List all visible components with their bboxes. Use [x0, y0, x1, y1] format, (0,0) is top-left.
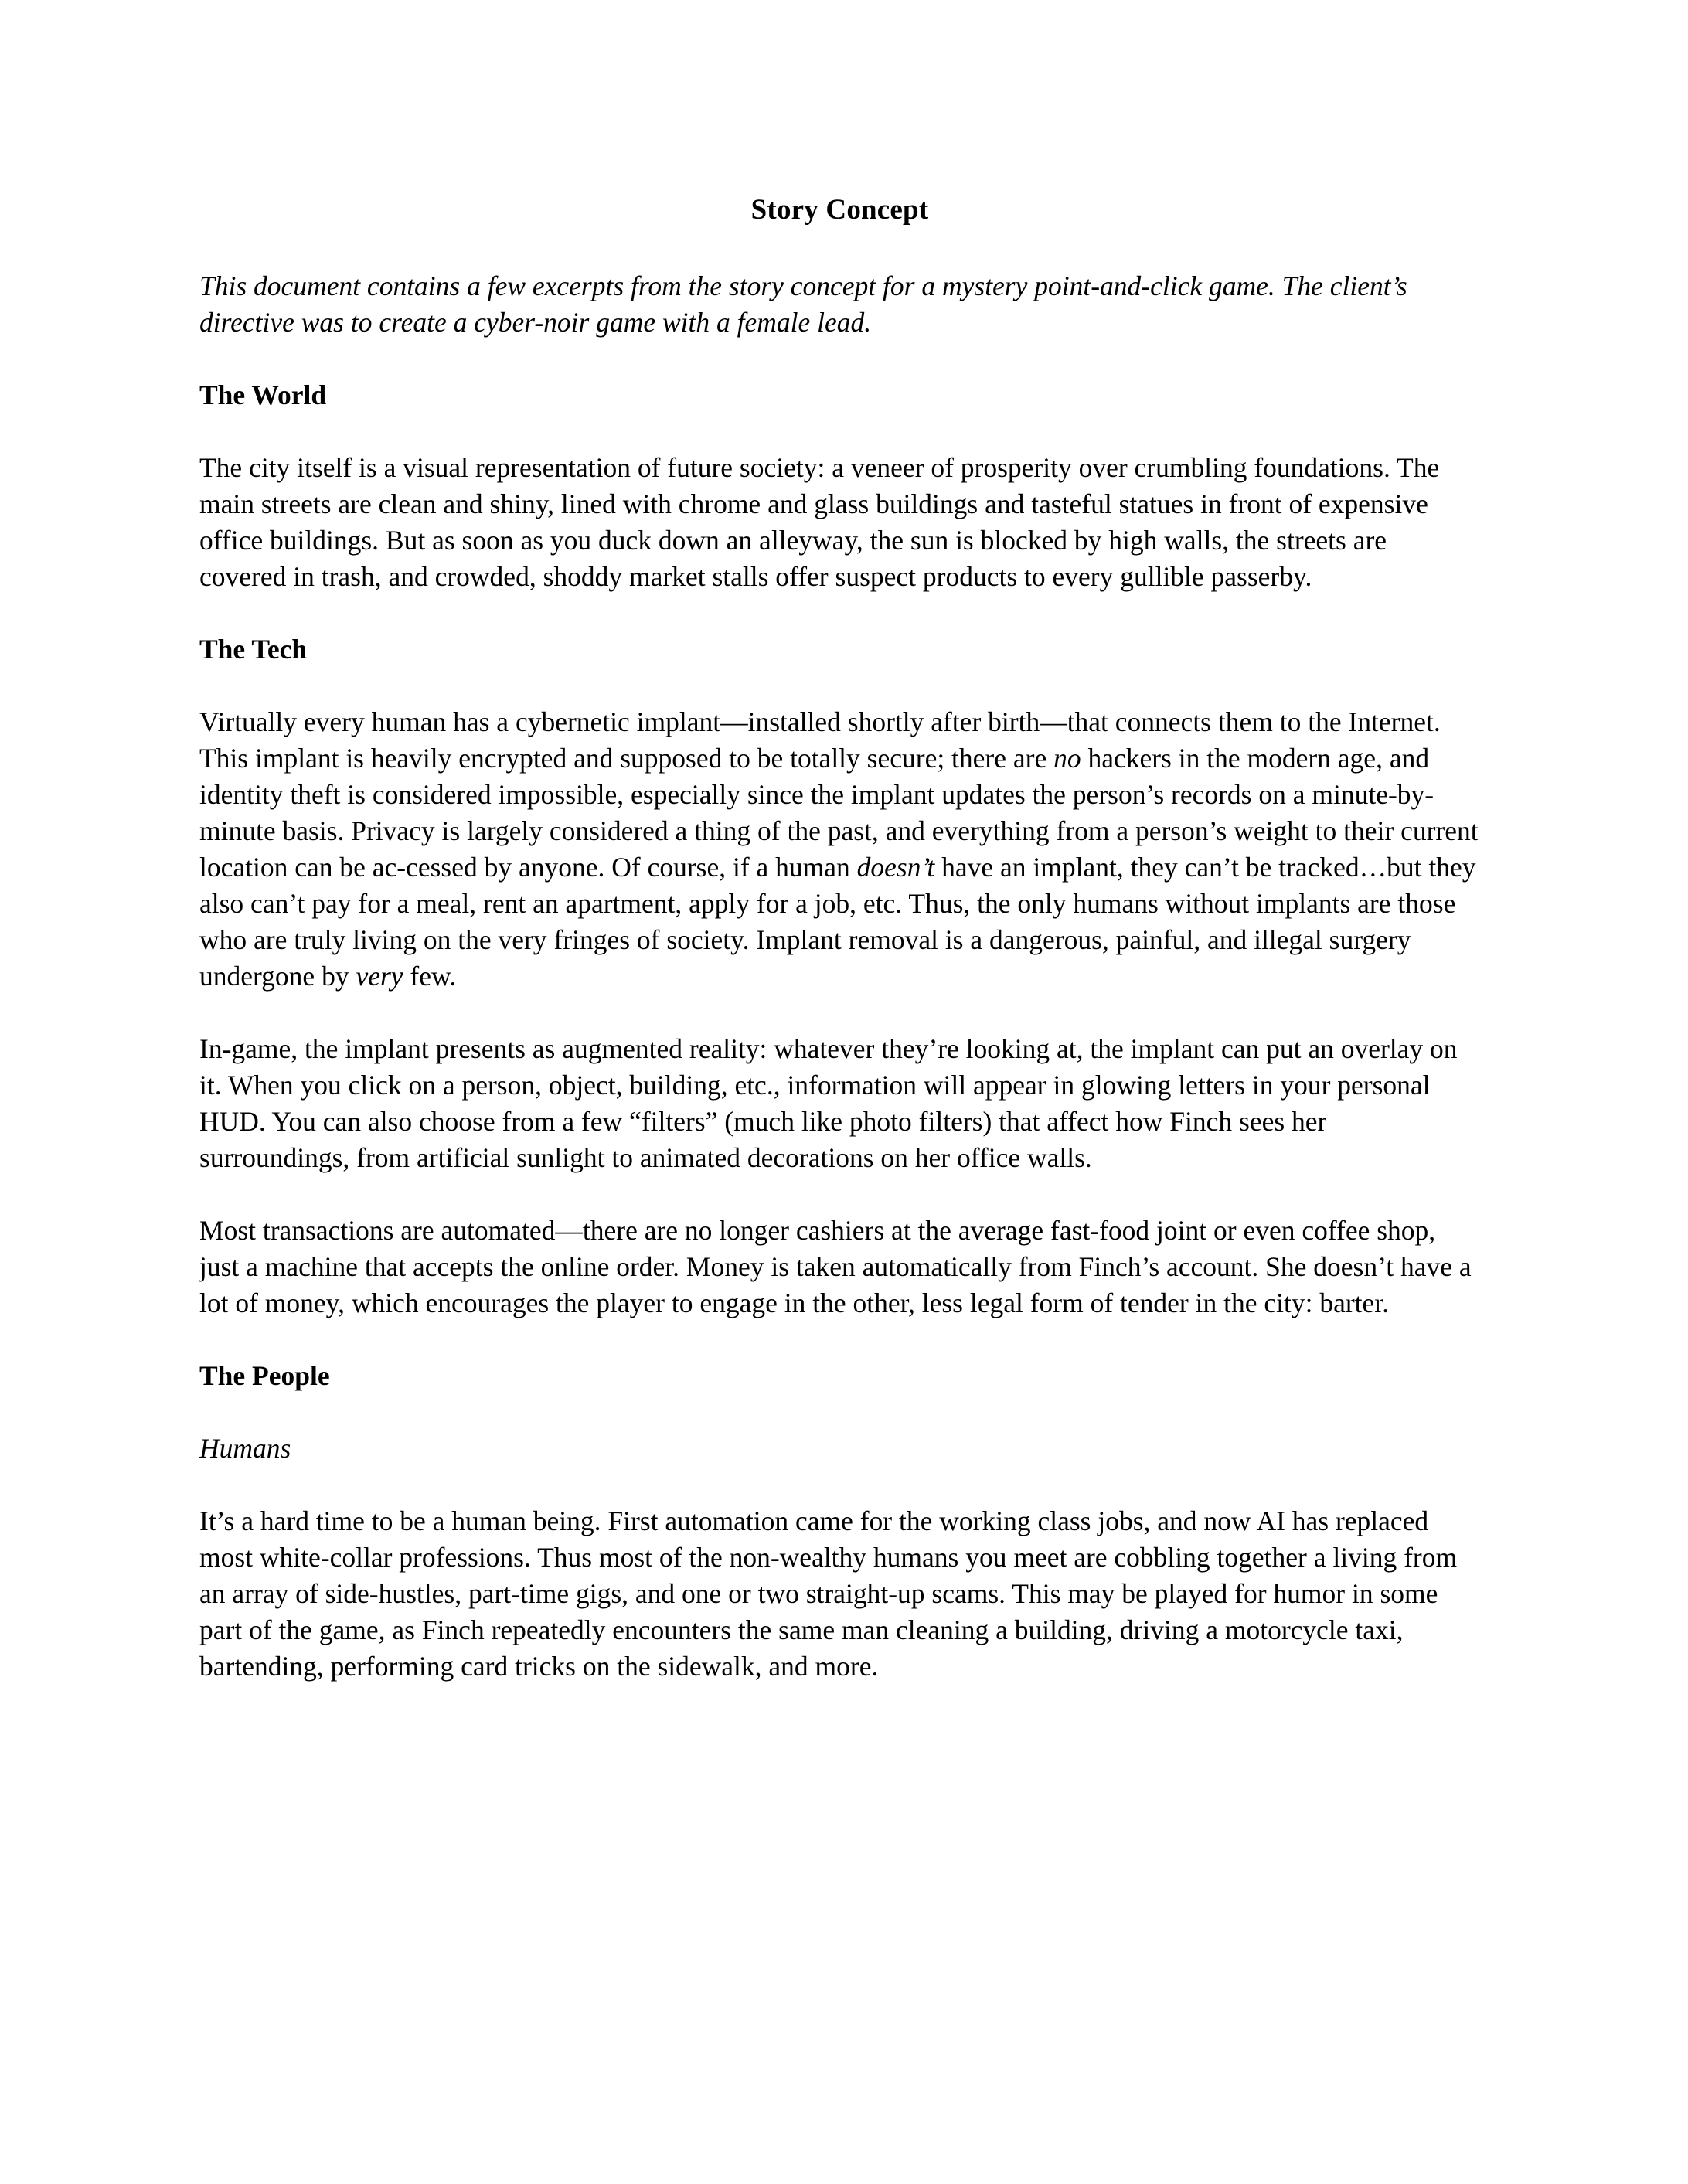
section-heading-the-people: The People	[199, 1360, 330, 1391]
humans-paragraph: It’s a hard time to be a human being. First automation came for the working class jobs, and now AI has replaced most white-collar professions. Thus most of the non-wealthy humans you meet are cobbling together a living from an array of side-hustles, part-time gigs, and one or two straight-up scams. This may be played for humor in some part of the game, as Finch repeatedly encounters the same man cleaning a building, driving a motorcycle taxi, bartending, performing card tricks on the sidewalk, and more.	[199, 1505, 1458, 1682]
subsection-heading-humans: Humans	[199, 1433, 291, 1464]
emphasis-text: very	[356, 961, 403, 992]
intro-paragraph: This document contains a few excerpts from the story concept for a mystery point-and-click game. The client’s directive was to create a cyber-noir game with a female lead.	[199, 270, 1407, 338]
the-tech-paragraph-1: Virtually every human has a cybernetic implant—installed shortly after birth—that connects them to the Internet. This implant is heavily encrypted and supposed to be totally secure; there are no hackers in the modern age, and identity theft is considered impossible, especially since the implant updates the person’s records on a minute-by-minute basis. Privacy is largely considered a thing of the past, and everything from a person’s weight to their current location can be ac-cessed by anyone. Of course, if a human doesn’t have an implant, they can’t be tracked…but they also can’t pay for a meal, rent an apartment, apply for a job, etc. Thus, the only humans without implants are those who are truly living on the very fringes of society. Implant removal is a dangerous, painful, and illegal surgery undergone by very few.	[199, 706, 1479, 992]
emphasis-text: doesn’t	[856, 852, 935, 883]
the-world-paragraph: The city itself is a visual representation of future society: a veneer of prosperity over crumbling foundations. The main streets are clean and shiny, lined with chrome and glass buildings and tasteful statues in front of expensive office buildings. But as soon as you duck down an alleyway, the sun is blocked by high walls, the streets are covered in trash, and crowded, shoddy market stalls offer suspect products to every gullible passerby.	[199, 452, 1440, 592]
section-heading-the-world: The World	[199, 379, 327, 410]
document-content	[199, 0, 1480, 1685]
section-heading-the-tech: The Tech	[199, 634, 308, 665]
page-title: Story Concept	[750, 194, 929, 226]
emphasis-text: no	[1053, 743, 1081, 774]
the-tech-paragraph-2: In-game, the implant presents as augmented reality: whatever they’re looking at, the implant can put an overlay on it. When you click on a person, object, building, etc., information will appear in glowing letters in your personal HUD. You can also choose from a few “filters” (much like photo filters) that affect how Finch sees her surroundings, from artificial sunlight to animated decorations on her office walls.	[199, 1033, 1458, 1173]
the-tech-paragraph-3: Most transactions are automated—there are no longer cashiers at the average fast-food joint or even coffee shop, just a machine that accepts the online order. Money is taken automatically from Finch’s account. She doesn’t have a lot of money, which encourages the player to engage in the other, less legal form of tender in the city: barter.	[199, 1215, 1472, 1318]
